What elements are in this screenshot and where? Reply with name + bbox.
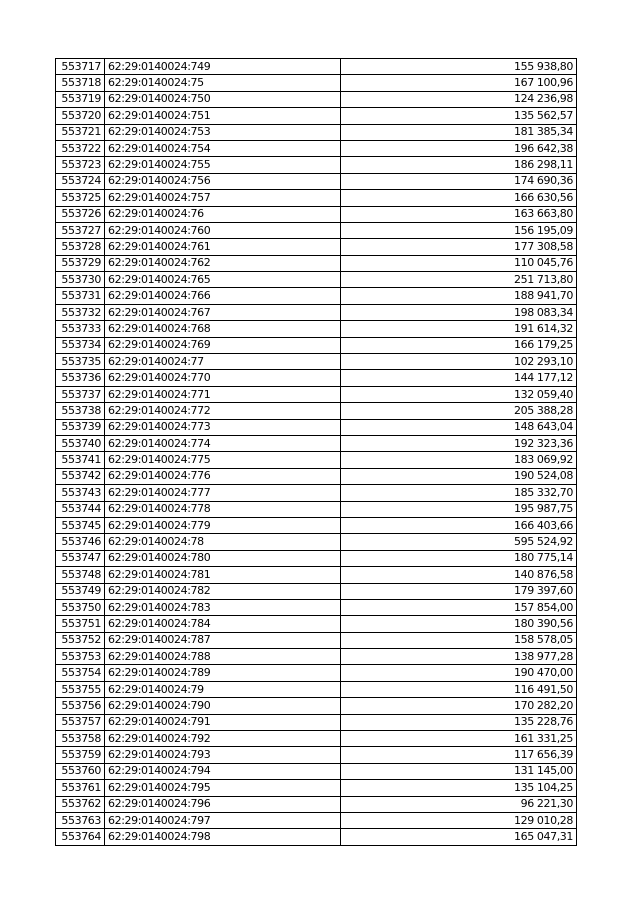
row-number-cell: 553760 [56,763,105,779]
row-number-cell: 553748 [56,567,105,583]
row-number-cell: 553723 [56,157,105,173]
row-number-cell: 553764 [56,829,105,845]
cadastral-number-cell: 62:29:0140024:766 [105,288,341,304]
table-row [56,239,577,255]
value-cell: 188 941,70 [341,288,577,304]
cadastral-number-cell: 62:29:0140024:780 [105,550,341,566]
row-number-cell: 553740 [56,435,105,451]
value-cell: 196 642,38 [341,140,577,156]
row-number-cell: 553725 [56,190,105,206]
row-number-cell: 553732 [56,304,105,320]
table-row [56,255,577,271]
row-number-cell: 553744 [56,501,105,517]
document-page [55,58,577,846]
row-number-cell: 553730 [56,272,105,288]
row-number-cell: 553738 [56,403,105,419]
table-row [56,485,577,501]
row-number-cell: 553718 [56,75,105,91]
cadastral-number-cell: 62:29:0140024:798 [105,829,341,845]
row-number-cell: 553729 [56,255,105,271]
cadastral-number-cell: 62:29:0140024:778 [105,501,341,517]
cadastral-number-cell: 62:29:0140024:753 [105,124,341,140]
cadastral-number-cell: 62:29:0140024:767 [105,304,341,320]
cadastral-number-cell: 62:29:0140024:765 [105,272,341,288]
value-cell: 110 045,76 [341,255,577,271]
row-number-cell: 553719 [56,91,105,107]
cadastral-number-cell: 62:29:0140024:790 [105,698,341,714]
table-row [56,124,577,140]
row-number-cell: 553758 [56,731,105,747]
cadastral-number-cell: 62:29:0140024:768 [105,321,341,337]
row-number-cell: 553741 [56,452,105,468]
value-cell: 96 221,30 [341,796,577,812]
row-number-cell: 553720 [56,108,105,124]
table-row [56,534,577,550]
table-row [56,419,577,435]
table-row [56,108,577,124]
cadastral-number-cell: 62:29:0140024:789 [105,665,341,681]
cadastral-number-cell: 62:29:0140024:777 [105,485,341,501]
table-row [56,517,577,533]
value-cell: 167 100,96 [341,75,577,91]
value-cell: 180 390,56 [341,616,577,632]
cadastral-number-cell: 62:29:0140024:784 [105,616,341,632]
row-number-cell: 553735 [56,354,105,370]
value-cell: 195 987,75 [341,501,577,517]
row-number-cell: 553722 [56,140,105,156]
table-row [56,354,577,370]
cadastral-number-cell: 62:29:0140024:791 [105,714,341,730]
value-cell: 198 083,34 [341,304,577,320]
row-number-cell: 553717 [56,59,105,75]
cadastral-number-cell: 62:29:0140024:781 [105,567,341,583]
row-number-cell: 553761 [56,780,105,796]
row-number-cell: 553743 [56,485,105,501]
cadastral-number-cell: 62:29:0140024:795 [105,780,341,796]
row-number-cell: 553728 [56,239,105,255]
cadastral-number-cell: 62:29:0140024:773 [105,419,341,435]
table-row [56,190,577,206]
table-row [56,812,577,828]
cadastral-number-cell: 62:29:0140024:783 [105,599,341,615]
row-number-cell: 553747 [56,550,105,566]
row-number-cell: 553749 [56,583,105,599]
cadastral-number-cell: 62:29:0140024:769 [105,337,341,353]
table-row [56,649,577,665]
table-row [56,698,577,714]
value-cell: 185 332,70 [341,485,577,501]
value-cell: 102 293,10 [341,354,577,370]
cadastral-value-table [55,58,577,846]
row-number-cell: 553734 [56,337,105,353]
value-cell: 135 104,25 [341,780,577,796]
cadastral-number-cell: 62:29:0140024:787 [105,632,341,648]
row-number-cell: 553726 [56,206,105,222]
value-cell: 148 643,04 [341,419,577,435]
table-row [56,452,577,468]
cadastral-number-cell: 62:29:0140024:755 [105,157,341,173]
cadastral-number-cell: 62:29:0140024:782 [105,583,341,599]
value-cell: 251 713,80 [341,272,577,288]
value-cell: 135 228,76 [341,714,577,730]
table-row [56,59,577,75]
cadastral-number-cell: 62:29:0140024:761 [105,239,341,255]
value-cell: 116 491,50 [341,681,577,697]
value-cell: 205 388,28 [341,403,577,419]
table-row [56,206,577,222]
table-row [56,91,577,107]
table-row [56,403,577,419]
row-number-cell: 553733 [56,321,105,337]
value-cell: 166 403,66 [341,517,577,533]
cadastral-number-cell: 62:29:0140024:796 [105,796,341,812]
table-row [56,435,577,451]
table-row [56,222,577,238]
value-cell: 129 010,28 [341,812,577,828]
row-number-cell: 553742 [56,468,105,484]
cadastral-number-cell: 62:29:0140024:770 [105,370,341,386]
cadastral-number-cell: 62:29:0140024:750 [105,91,341,107]
value-cell: 155 938,80 [341,59,577,75]
row-number-cell: 553721 [56,124,105,140]
cadastral-number-cell: 62:29:0140024:79 [105,681,341,697]
value-cell: 132 059,40 [341,386,577,402]
cadastral-number-cell: 62:29:0140024:77 [105,354,341,370]
value-cell: 140 876,58 [341,567,577,583]
cadastral-number-cell: 62:29:0140024:760 [105,222,341,238]
value-cell: 166 630,56 [341,190,577,206]
table-row [56,714,577,730]
table-row [56,140,577,156]
row-number-cell: 553752 [56,632,105,648]
row-number-cell: 553746 [56,534,105,550]
table-row [56,75,577,91]
cadastral-number-cell: 62:29:0140024:775 [105,452,341,468]
table-row [56,747,577,763]
value-cell: 138 977,28 [341,649,577,665]
value-cell: 595 524,92 [341,534,577,550]
table-row [56,272,577,288]
cadastral-number-cell: 62:29:0140024:749 [105,59,341,75]
cadastral-number-cell: 62:29:0140024:762 [105,255,341,271]
table-row [56,550,577,566]
value-cell: 190 470,00 [341,665,577,681]
table-row [56,370,577,386]
table-row [56,288,577,304]
value-cell: 124 236,98 [341,91,577,107]
value-cell: 181 385,34 [341,124,577,140]
cadastral-number-cell: 62:29:0140024:774 [105,435,341,451]
cadastral-number-cell: 62:29:0140024:788 [105,649,341,665]
table-row [56,796,577,812]
row-number-cell: 553724 [56,173,105,189]
row-number-cell: 553737 [56,386,105,402]
value-cell: 158 578,05 [341,632,577,648]
table-row [56,386,577,402]
cadastral-number-cell: 62:29:0140024:772 [105,403,341,419]
table-row [56,173,577,189]
cadastral-number-cell: 62:29:0140024:757 [105,190,341,206]
value-cell: 117 656,39 [341,747,577,763]
cadastral-number-cell: 62:29:0140024:751 [105,108,341,124]
value-cell: 183 069,92 [341,452,577,468]
row-number-cell: 553745 [56,517,105,533]
cadastral-number-cell: 62:29:0140024:76 [105,206,341,222]
table-row [56,321,577,337]
cadastral-number-cell: 62:29:0140024:793 [105,747,341,763]
value-cell: 191 614,32 [341,321,577,337]
cadastral-number-cell: 62:29:0140024:754 [105,140,341,156]
value-cell: 163 663,80 [341,206,577,222]
value-cell: 166 179,25 [341,337,577,353]
cadastral-number-cell: 62:29:0140024:75 [105,75,341,91]
value-cell: 157 854,00 [341,599,577,615]
cadastral-number-cell: 62:29:0140024:779 [105,517,341,533]
table-row [56,468,577,484]
value-cell: 174 690,36 [341,173,577,189]
row-number-cell: 553755 [56,681,105,697]
table-row [56,599,577,615]
row-number-cell: 553751 [56,616,105,632]
row-number-cell: 553754 [56,665,105,681]
value-cell: 144 177,12 [341,370,577,386]
table-row [56,665,577,681]
table-row [56,780,577,796]
row-number-cell: 553763 [56,812,105,828]
table-row [56,616,577,632]
table-row [56,632,577,648]
table-row [56,829,577,845]
row-number-cell: 553739 [56,419,105,435]
value-cell: 170 282,20 [341,698,577,714]
value-cell: 190 524,08 [341,468,577,484]
table-row [56,337,577,353]
value-cell: 165 047,31 [341,829,577,845]
cadastral-number-cell: 62:29:0140024:78 [105,534,341,550]
row-number-cell: 553756 [56,698,105,714]
value-cell: 135 562,57 [341,108,577,124]
value-cell: 192 323,36 [341,435,577,451]
cadastral-number-cell: 62:29:0140024:771 [105,386,341,402]
table-row [56,763,577,779]
value-cell: 161 331,25 [341,731,577,747]
table-row [56,501,577,517]
value-cell: 177 308,58 [341,239,577,255]
table-row [56,157,577,173]
cadastral-number-cell: 62:29:0140024:797 [105,812,341,828]
row-number-cell: 553727 [56,222,105,238]
cadastral-number-cell: 62:29:0140024:776 [105,468,341,484]
value-cell: 180 775,14 [341,550,577,566]
row-number-cell: 553736 [56,370,105,386]
cadastral-number-cell: 62:29:0140024:792 [105,731,341,747]
table-row [56,583,577,599]
row-number-cell: 553762 [56,796,105,812]
cadastral-number-cell: 62:29:0140024:794 [105,763,341,779]
row-number-cell: 553750 [56,599,105,615]
row-number-cell: 553753 [56,649,105,665]
table-body [56,59,577,846]
table-row [56,567,577,583]
value-cell: 156 195,09 [341,222,577,238]
value-cell: 186 298,11 [341,157,577,173]
table-row [56,731,577,747]
table-row [56,304,577,320]
row-number-cell: 553759 [56,747,105,763]
row-number-cell: 553731 [56,288,105,304]
cadastral-number-cell: 62:29:0140024:756 [105,173,341,189]
value-cell: 131 145,00 [341,763,577,779]
table-row [56,681,577,697]
row-number-cell: 553757 [56,714,105,730]
value-cell: 179 397,60 [341,583,577,599]
